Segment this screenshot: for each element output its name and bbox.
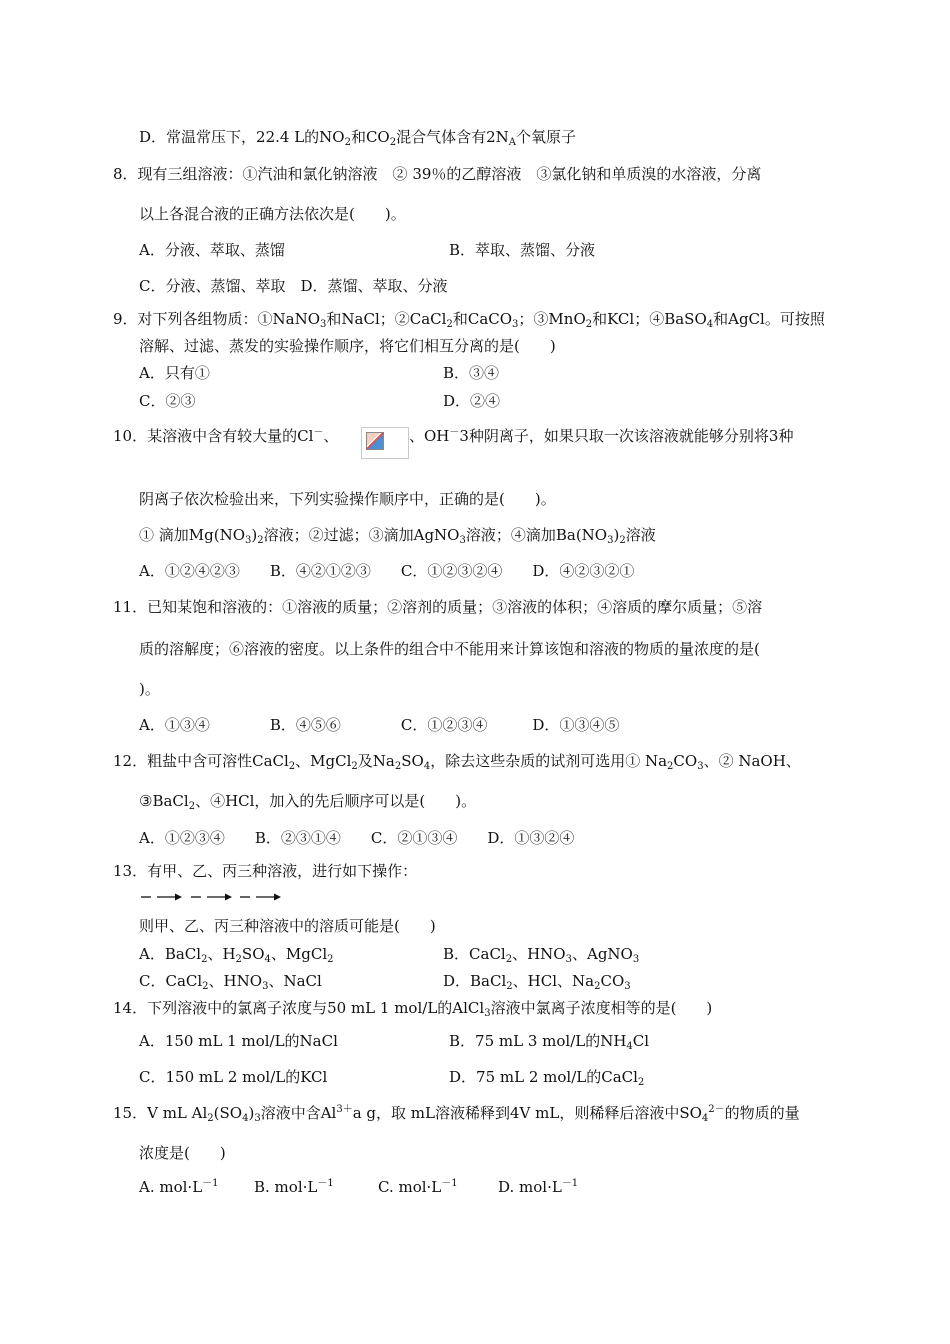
q13-stem-line2: 则甲、乙、丙三种溶液中的溶质可能是( ) bbox=[139, 917, 436, 935]
q10-steps: ① 滴加$Mg(NO_3)_2$溶液；②过滤；③滴加AgNO$_3$溶液；④滴加$Ba(NO_3)_2$溶液 bbox=[139, 526, 656, 546]
broken-image-icon bbox=[361, 427, 409, 459]
q10-stem-line1: 10．某溶液中含有较大量的Cl－、 bbox=[113, 427, 339, 445]
q14-option-c: C．150 mL 2 mol/L的KCl bbox=[139, 1068, 328, 1086]
q15-option-b: B. $mol\cdot L^{-1}$ bbox=[254, 1178, 334, 1196]
q14-option-d: D．75 mL 2 mol/L的CaCl$_2$ bbox=[449, 1068, 645, 1088]
q13-option-b: B．CaCl$_2$、$HNO_3$、AgNO$_3$ bbox=[443, 945, 640, 965]
q13-option-a: A．BaCl$_2$、$H_2SO_4$、MgCl$_2$ bbox=[139, 945, 334, 965]
q14-option-a: A．150 mL 1 mol/L的NaCl bbox=[139, 1032, 338, 1050]
operation-arrows bbox=[139, 890, 289, 904]
q15-stem-line2: 浓度是( ) bbox=[139, 1144, 226, 1162]
q7-option-d: D．常温常压下，22.4 L的$NO_2$和$CO_2$混合气体含有$2N_A$个氧原子 bbox=[139, 128, 577, 148]
q15-option-c: C. $mol\cdot L^{-1}$ bbox=[378, 1178, 458, 1196]
q13-option-c: C．CaCl$_2$、$HNO_3$、NaCl bbox=[139, 972, 322, 992]
q11-options: A．①③④ B．④⑤⑥ C．①②③④ D．①③④⑤ bbox=[139, 716, 620, 734]
q8-stem-line2: 以上各混合液的正确方法依次是( )。 bbox=[139, 205, 406, 223]
q8-option-cd: C．分液、蒸馏、萃取 D．蒸馏、萃取、分液 bbox=[139, 277, 448, 295]
q10-options: A．①②④②③ B．④②①②③ C．①②③②④ D．④②③②① bbox=[139, 562, 635, 580]
q8-option-b: B．萃取、蒸馏、分液 bbox=[449, 241, 596, 259]
q13-stem-line1: 13．有甲、乙、丙三种溶液，进行如下操作： bbox=[113, 862, 418, 880]
image-placeholder-icon bbox=[366, 432, 384, 450]
q13-option-d: D．BaCl$_2$、HCl、$Na_2CO_3$ bbox=[443, 972, 631, 992]
q15-option-a: A. $mol\cdot L^{-1}$ bbox=[139, 1178, 219, 1196]
q12-stem-line1: 12．粗盐中含可溶性CaCl$_2$、MgCl$_2$及$Na_2SO_4$，除去这些杂质的试剂可选用① $Na_2CO_3$、② NaOH、 bbox=[113, 752, 801, 772]
q10-stem-line1-cont: 、OH－3种阴离子，如果只取一次该溶液就能够分别将3种 bbox=[409, 427, 794, 445]
q11-stem-line1: 11．已知某饱和溶液的：①溶液的质量；②溶剂的质量；③溶液的体积；④溶质的摩尔质量；⑤溶 bbox=[113, 598, 763, 616]
q12-options: A．①②③④ B．②③①④ C．②①③④ D．①③②④ bbox=[139, 829, 575, 847]
q9-stem-line2: 溶解、过滤、蒸发的实验操作顺序，将它们相互分离的是( ) bbox=[139, 337, 556, 355]
q9-stem-line1: 9．对下列各组物质：①NaNO$_3$和NaCl；②CaCl$_2$和CaCO$_3$；③MnO$_2$和KCl；④BaSO$_4$和AgCl。可按照 bbox=[113, 310, 825, 330]
q9-option-c: C．②③ bbox=[139, 392, 196, 410]
q14-option-b: B．75 mL 3 mol/L的$NH_4Cl$ bbox=[449, 1032, 650, 1052]
q8-option-a: A．分液、萃取、蒸馏 bbox=[139, 241, 285, 259]
q15-stem-line1: 15．V mL $Al_2(SO_4)_3$溶液中含$Al^{3+}a$ g，取 mL溶液稀释到4V mL，则稀释后溶液中$SO_4^{2-}$的物质的量 bbox=[113, 1104, 800, 1124]
q9-option-b: B．③④ bbox=[443, 364, 500, 382]
q11-stem-line2: 质的溶解度；⑥溶液的密度。以上条件的组合中不能用来计算该饱和溶液的物质的量浓度的是( bbox=[139, 640, 760, 658]
q9-option-a: A．只有① bbox=[139, 364, 210, 382]
q9-option-d: D．②④ bbox=[443, 392, 501, 410]
q10-stem-line2: 阴离子依次检验出来，下列实验操作顺序中，正确的是( )。 bbox=[139, 490, 556, 508]
q14-stem: 14．下列溶液中的氯离子浓度与50 mL 1 mol/L的AlCl$_3$溶液中氯离子浓度相等的是( ) bbox=[113, 999, 713, 1019]
q12-stem-line2: ③BaCl$_2$、④HCl，加入的先后顺序可以是( )。 bbox=[139, 792, 477, 812]
q15-option-d: D. $mol\cdot L^{-1}$ bbox=[498, 1178, 579, 1196]
q11-stem-line3: )。 bbox=[139, 680, 160, 698]
q8-stem-line1: 8．现有三组溶液：①汽油和氯化钠溶液 ② 39％的乙醇溶液 ③氯化钠和单质溴的水溶液，分离 bbox=[113, 165, 762, 183]
